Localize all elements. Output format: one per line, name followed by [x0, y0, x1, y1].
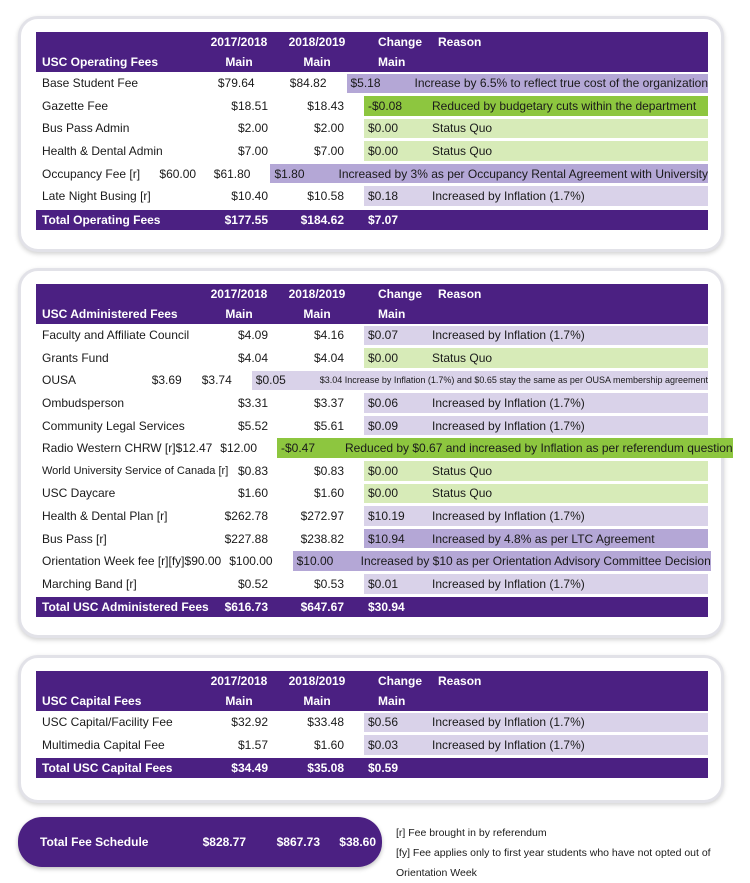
total-change: $7.07	[368, 212, 399, 227]
header-change: Change	[378, 287, 423, 301]
fee-reason: Increased by Inflation (1.7%)	[420, 506, 708, 526]
fee-2018-2019: $238.82	[300, 531, 344, 546]
section-title: USC Administered Fees	[42, 307, 178, 321]
header-2018-2019: 2018/2019	[288, 674, 346, 688]
fee-change: $0.05	[252, 371, 308, 391]
fee-reason: Increased by 4.8% as per LTC Agreement	[420, 529, 708, 549]
total-fee-schedule	[18, 817, 382, 867]
fee-name: USC Daycare	[42, 486, 116, 501]
fee-reason: $3.04 Increase by Inflation (1.7%) and $0.65 stay the same as per OUSA membership agreement	[308, 371, 708, 391]
total-2017-2018: $34.49	[231, 761, 268, 776]
fee-change: $10.00	[293, 551, 349, 571]
fee-name: Gazette Fee	[42, 98, 109, 113]
total-fee-schedule-label: Total Fee Schedule	[40, 835, 149, 849]
fee-2018-2019: $1.60	[313, 737, 344, 752]
fee-reason: Increased by Inflation (1.7%)	[420, 735, 708, 755]
fee-reason: Status Quo	[420, 119, 708, 139]
header-reason: Reason	[438, 287, 482, 301]
fee-name: Base Student Fee	[42, 76, 139, 91]
fee-2018-2019: $61.80	[213, 166, 251, 181]
fee-change: $1.80	[270, 164, 326, 184]
fee-reason: Increased by $10 as per Orientation Advisory Committee Decision	[349, 551, 711, 571]
fee-change: $0.03	[364, 735, 420, 755]
fee-change: $0.00	[364, 484, 420, 504]
fee-2017-2018: $2.00	[237, 121, 268, 136]
header-2018-2019: 2018/2019	[288, 35, 346, 49]
fee-2018-2019: $84.82	[289, 76, 327, 91]
fee-name: World University Service of Canada [r]	[42, 464, 229, 477]
header-main-2018: Main	[303, 307, 331, 321]
fee-change: -$0.47	[277, 438, 333, 458]
fee-change: $0.00	[364, 461, 420, 481]
total-fee-schedule-2018: $867.73	[276, 835, 320, 849]
change-reason-cell	[364, 711, 708, 734]
total-label: Total USC Capital Fees	[42, 761, 173, 776]
fee-2017-2018: $10.40	[231, 189, 268, 204]
fee-reason: Increased by Inflation (1.7%)	[420, 574, 708, 594]
section-title: USC Operating Fees	[42, 55, 159, 69]
fee-2017-2018: $12.47	[175, 441, 213, 456]
fee-2017-2018: $262.78	[224, 509, 268, 524]
fee-2018-2019: $0.53	[313, 576, 344, 591]
fee-name: Occupancy Fee [r]	[42, 166, 141, 181]
operating-fees-card	[18, 16, 724, 252]
fee-2017-2018: $0.52	[237, 576, 268, 591]
table-row	[36, 140, 708, 163]
change-reason-cell	[364, 460, 708, 483]
fee-name: Faculty and Affiliate Council	[42, 328, 190, 343]
fee-2018-2019: $7.00	[313, 144, 344, 159]
table-header-main	[36, 52, 708, 72]
fee-name: Health & Dental Admin	[42, 144, 163, 159]
table-row	[36, 162, 708, 185]
footnote-referendum: [r] Fee brought in by referendum	[396, 827, 547, 839]
table-row	[36, 324, 708, 347]
fee-reason: Increased by Inflation (1.7%)	[420, 416, 708, 436]
total-2018-2019: $184.62	[300, 212, 344, 227]
total-label: Total Operating Fees	[42, 212, 161, 227]
fee-2017-2018: $4.04	[237, 350, 268, 365]
fee-name: Bus Pass Admin	[42, 121, 130, 136]
change-reason-cell	[364, 117, 708, 140]
administered-fees-card	[18, 268, 733, 638]
section-total	[36, 597, 708, 617]
total-2017-2018: $616.73	[224, 600, 268, 615]
change-reason-cell	[364, 482, 708, 505]
table-row	[36, 527, 708, 550]
section-title: USC Capital Fees	[42, 694, 142, 708]
total-fee-schedule-change: $38.60	[339, 835, 376, 849]
change-reason-cell	[364, 505, 708, 528]
change-reason-cell	[270, 162, 708, 185]
header-main-2017: Main	[225, 307, 253, 321]
fee-reason: Reduced by budgetary cuts within the department	[420, 96, 708, 116]
fee-2017-2018: $0.83	[237, 463, 268, 478]
header-main-change: Main	[378, 55, 406, 69]
table-row	[36, 185, 708, 208]
fee-name: Grants Fund	[42, 350, 109, 365]
header-main-2018: Main	[303, 55, 331, 69]
total-change: $0.59	[368, 761, 399, 776]
total-2018-2019: $35.08	[307, 761, 344, 776]
capital-fees-table	[36, 671, 708, 778]
fee-2018-2019: $3.74	[201, 373, 232, 388]
fee-2017-2018: $79.64	[217, 76, 255, 91]
table-row	[36, 117, 708, 140]
fee-reason: Increased by Inflation (1.7%)	[420, 186, 708, 206]
fee-2017-2018: $90.00	[184, 554, 222, 569]
fee-change: $0.00	[364, 348, 420, 368]
table-row	[36, 347, 708, 370]
footnote-first-year: [fy] Fee applies only to first year students who have not opted out of Orientation Week	[396, 847, 711, 879]
total-change: $30.94	[368, 600, 405, 615]
header-main-change: Main	[378, 307, 406, 321]
fee-name: OUSA	[42, 373, 77, 388]
table-row	[36, 734, 708, 757]
fee-2017-2018: $32.92	[231, 715, 268, 730]
fee-name: Health & Dental Plan [r]	[42, 509, 168, 524]
administered-fees-table	[36, 284, 733, 617]
fee-reason: Increase by 6.5% to reflect true cost of the organization	[403, 74, 709, 94]
fee-name: Late Night Busing [r]	[42, 189, 151, 204]
total-label: Total USC Administered Fees	[42, 600, 209, 615]
fee-name: Radio Western CHRW [r]	[42, 441, 176, 456]
total-2018-2019: $647.67	[300, 600, 344, 615]
change-reason-cell	[364, 95, 708, 118]
change-reason-cell	[364, 392, 708, 415]
header-main-change: Main	[378, 694, 406, 708]
change-reason-cell	[364, 734, 708, 757]
table-row	[36, 482, 708, 505]
change-reason-cell	[364, 527, 708, 550]
fee-change: $10.19	[364, 506, 420, 526]
fee-name: Bus Pass [r]	[42, 531, 107, 546]
fee-2018-2019: $5.61	[313, 418, 344, 433]
fee-name: Ombudsperson	[42, 396, 125, 411]
fee-2017-2018: $1.60	[237, 486, 268, 501]
header-change: Change	[378, 35, 423, 49]
fee-reason: Increased by Inflation (1.7%)	[420, 393, 708, 413]
fee-2018-2019: $18.43	[307, 98, 344, 113]
fee-change: $0.18	[364, 186, 420, 206]
fee-change: $0.09	[364, 416, 420, 436]
fee-2017-2018: $4.09	[237, 328, 268, 343]
fee-change: $0.07	[364, 326, 420, 346]
change-reason-cell	[364, 414, 708, 437]
fee-change: $0.00	[364, 119, 420, 139]
change-reason-cell	[364, 185, 708, 208]
table-row	[36, 460, 708, 483]
table-row	[36, 392, 708, 415]
fee-2018-2019: $4.16	[313, 328, 344, 343]
fee-reason: Status Quo	[420, 141, 708, 161]
fee-2017-2018: $1.57	[237, 737, 268, 752]
change-reason-cell	[277, 437, 733, 460]
table-row	[36, 437, 733, 460]
table-row	[36, 72, 708, 95]
footnotes	[396, 823, 750, 883]
fee-2017-2018: $5.52	[237, 418, 268, 433]
table-header-main	[36, 691, 708, 711]
table-header-main	[36, 304, 708, 324]
fee-change: $10.94	[364, 529, 420, 549]
fee-reason: Increased by Inflation (1.7%)	[420, 326, 708, 346]
fee-change: $0.00	[364, 141, 420, 161]
fee-reason: Increased by Inflation (1.7%)	[420, 713, 708, 733]
change-reason-cell	[293, 550, 711, 573]
change-reason-cell	[252, 369, 708, 392]
fee-2018-2019: $0.83	[313, 463, 344, 478]
fee-change: $0.06	[364, 393, 420, 413]
header-change: Change	[378, 674, 423, 688]
fee-2018-2019: $10.58	[307, 189, 344, 204]
header-main-2017: Main	[225, 55, 253, 69]
fee-2018-2019: $272.97	[300, 509, 344, 524]
fee-name: Multimedia Capital Fee	[42, 737, 165, 752]
fee-2017-2018: $7.00	[237, 144, 268, 159]
fee-2017-2018: $18.51	[231, 98, 268, 113]
table-header-years	[36, 284, 708, 304]
table-row	[36, 505, 708, 528]
header-2017-2018: 2017/2018	[210, 674, 268, 688]
fee-change: $5.18	[347, 74, 403, 94]
fee-2018-2019: $4.04	[313, 350, 344, 365]
fee-name: Community Legal Services	[42, 418, 185, 433]
fee-2018-2019: $1.60	[313, 486, 344, 501]
fee-name: Marching Band [r]	[42, 576, 137, 591]
fee-2018-2019: $33.48	[307, 715, 344, 730]
fee-reason: Increased by 3% as per Occupancy Rental Agreement with University	[326, 164, 708, 184]
fee-2017-2018: $227.88	[224, 531, 268, 546]
capital-fees-card	[18, 655, 724, 803]
table-row	[36, 573, 708, 596]
fee-change: $0.01	[364, 574, 420, 594]
total-fee-schedule-2017: $828.77	[202, 835, 246, 849]
change-reason-cell	[364, 324, 708, 347]
table-row	[36, 414, 708, 437]
header-reason: Reason	[438, 674, 482, 688]
total-2017-2018: $177.55	[224, 212, 268, 227]
table-row	[36, 369, 708, 392]
fee-name: Orientation Week fee [r][fy]	[42, 554, 185, 569]
fee-2017-2018: $3.69	[151, 373, 182, 388]
change-reason-cell	[364, 347, 708, 370]
change-reason-cell	[364, 573, 708, 596]
header-2017-2018: 2017/2018	[210, 287, 268, 301]
operating-fees-table	[36, 32, 708, 230]
header-main-2017: Main	[225, 694, 253, 708]
table-header-years	[36, 671, 708, 691]
fee-2017-2018: $60.00	[159, 166, 197, 181]
fee-reason: Reduced by $0.67 and increased by Inflation as per referendum question	[333, 438, 733, 458]
table-header-years	[36, 32, 708, 52]
fee-reason: Status Quo	[420, 484, 708, 504]
fee-name: USC Capital/Facility Fee	[42, 715, 173, 730]
fee-reason: Status Quo	[420, 348, 708, 368]
fee-change: -$0.08	[364, 96, 420, 116]
fee-2018-2019: $2.00	[313, 121, 344, 136]
fee-reason: Status Quo	[420, 461, 708, 481]
header-main-2018: Main	[303, 694, 331, 708]
section-total	[36, 210, 708, 230]
fee-2018-2019: $3.37	[313, 396, 344, 411]
header-reason: Reason	[438, 35, 482, 49]
fee-2017-2018: $3.31	[237, 396, 268, 411]
header-2018-2019: 2018/2019	[288, 287, 346, 301]
fee-2018-2019: $100.00	[229, 554, 273, 569]
fee-change: $0.56	[364, 713, 420, 733]
change-reason-cell	[347, 72, 709, 95]
fee-2018-2019: $12.00	[220, 441, 257, 456]
table-row	[36, 711, 708, 734]
table-row	[36, 550, 711, 573]
change-reason-cell	[364, 140, 708, 163]
table-row	[36, 95, 708, 118]
section-total	[36, 758, 708, 778]
header-2017-2018: 2017/2018	[210, 35, 268, 49]
